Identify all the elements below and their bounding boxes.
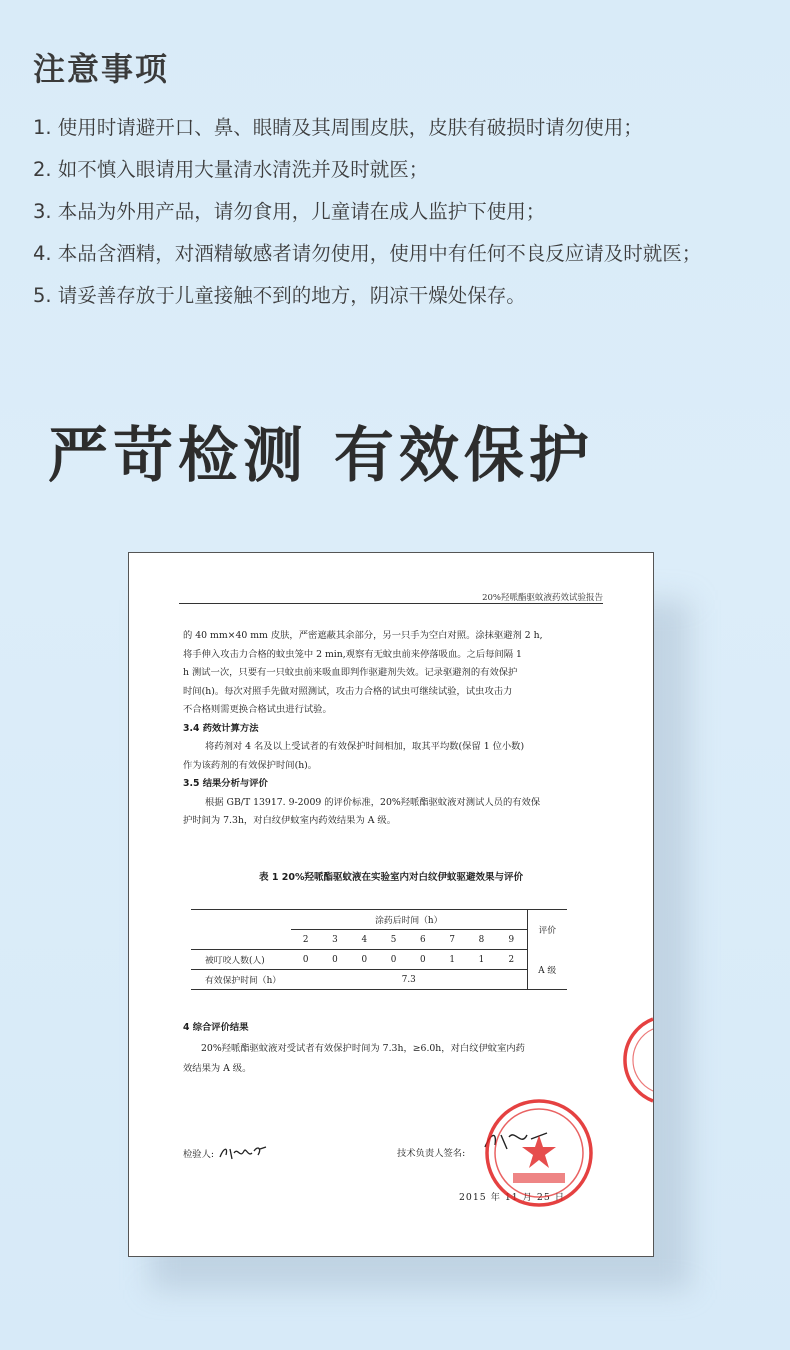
bitten-cell: 0: [379, 950, 408, 970]
body-line: 20%羟哌酯驱蚊液对受试者有效保护时间为 7.3h，≥6.0h，对白纹伊蚊室内药: [201, 1043, 525, 1054]
inspector-signature: [183, 1143, 268, 1163]
bitten-cell: 0: [320, 950, 349, 970]
note-item: 2. 如不慎入眼请用大量清水清洗并及时就医；: [33, 158, 429, 181]
body-line: 不合格则需更换合格试虫进行试验。: [183, 704, 332, 715]
table-corner: [191, 910, 291, 930]
row-label-protection: 有效保护时间（h）: [205, 976, 282, 986]
hour-cell: 5: [379, 930, 408, 950]
official-seal-icon: [479, 1093, 599, 1213]
notes-title: 注意事项: [33, 50, 170, 88]
body-line: h 测试一次，只要有一只蚊虫前来吸血即判作驱避剂失效。记录驱避剂的有效保护: [183, 667, 518, 678]
note-item: 1. 使用时请避开口、鼻、眼睛及其周围皮肤，皮肤有破损时请勿使用；: [33, 116, 643, 139]
section-3-5-title: 3.5 结果分析与评价: [183, 778, 268, 789]
body-line: 护时间为 7.3h，对白纹伊蚊室内药效结果为 A 级。: [183, 815, 396, 826]
hour-cell: 2: [291, 930, 320, 950]
test-report-document: [128, 552, 654, 1257]
body-line: 效结果为 A 级。: [183, 1063, 252, 1074]
row-label-bitten: 被叮咬人数(人): [191, 950, 291, 970]
hour-cell: 7: [437, 930, 466, 950]
tech-lead-label: 技术负责人签名:: [397, 1148, 466, 1159]
bitten-cell: 0: [291, 950, 320, 970]
hour-cell: 3: [320, 930, 349, 950]
inspector-label: 检验人:: [183, 1149, 215, 1160]
partial-seal-icon: [597, 1015, 657, 1105]
results-table: [191, 909, 567, 990]
bitten-cell: 2: [496, 950, 527, 970]
hours-header: 涂药后时间（h）: [291, 910, 527, 930]
report-body: [183, 627, 603, 831]
table-caption: 表 1 20%羟哌酯驱蚊液在实验室内对白纹伊蚊驱避效果与评价: [259, 872, 523, 883]
hour-cell: 6: [408, 930, 437, 950]
grade-header: 评价: [527, 910, 567, 950]
bitten-cell: 0: [350, 950, 379, 970]
body-line: 时间(h)。每次对照手先做对照测试，攻击力合格的试虫可继续试验，试虫攻击力: [183, 685, 513, 697]
slogan-heading: 严苛检测 有效保护: [48, 421, 594, 491]
report-date: 2015 年 11 月 25 日: [459, 1192, 565, 1203]
note-item: 3. 本品为外用产品，请勿食用，儿童请在成人监护下使用；: [33, 200, 546, 223]
note-item: 4. 本品含酒精，对酒精敏感者请勿使用，使用中有任何不良反应请及时就医；: [33, 242, 702, 265]
hour-cell: 4: [350, 930, 379, 950]
bitten-cell: 1: [437, 950, 466, 970]
handwritten-signature-icon: [218, 1143, 268, 1163]
table-corner: [191, 930, 291, 950]
bitten-cell: 0: [408, 950, 437, 970]
section-3-4-title: 3.4 药效计算方法: [183, 722, 259, 734]
notes-list: [33, 112, 701, 322]
bitten-cell: 1: [467, 950, 496, 970]
section-4-title: 4 综合评价结果: [183, 1022, 249, 1033]
hour-cell: 9: [496, 930, 527, 950]
body-line: 根据 GB/T 13917. 9-2009 的评价标准，20%羟哌酯驱蚊液对测试人员的有效保: [205, 796, 541, 808]
conclusion: [183, 1039, 525, 1079]
body-line: 作为该药剂的有效保护时间(h)。: [183, 759, 318, 771]
body-line: 的 40 mm×40 mm 皮肤，严密遮蔽其余部分，另一只手为空白对照。涂抹驱避剂 2 h,: [183, 630, 543, 641]
report-header: 20%羟哌酯驱蚊液药效试验报告: [482, 593, 603, 603]
body-line: 将手伸入攻击力合格的蚊虫笼中 2 min,观察有无蚊虫前来停落吸血。之后每间隔 1: [183, 648, 522, 660]
hour-cell: 8: [467, 930, 496, 950]
header-rule: [179, 603, 603, 604]
body-line: 将药剂对 4 名及以上受试者的有效保护时间相加，取其平均数(保留 1 位小数): [205, 741, 525, 752]
protection-time-cell: 7.3: [401, 974, 416, 985]
note-item: 5. 请妥善存放于儿童接触不到的地方，阴凉干燥处保存。: [33, 284, 526, 307]
grade-cell: A 级: [527, 950, 567, 990]
